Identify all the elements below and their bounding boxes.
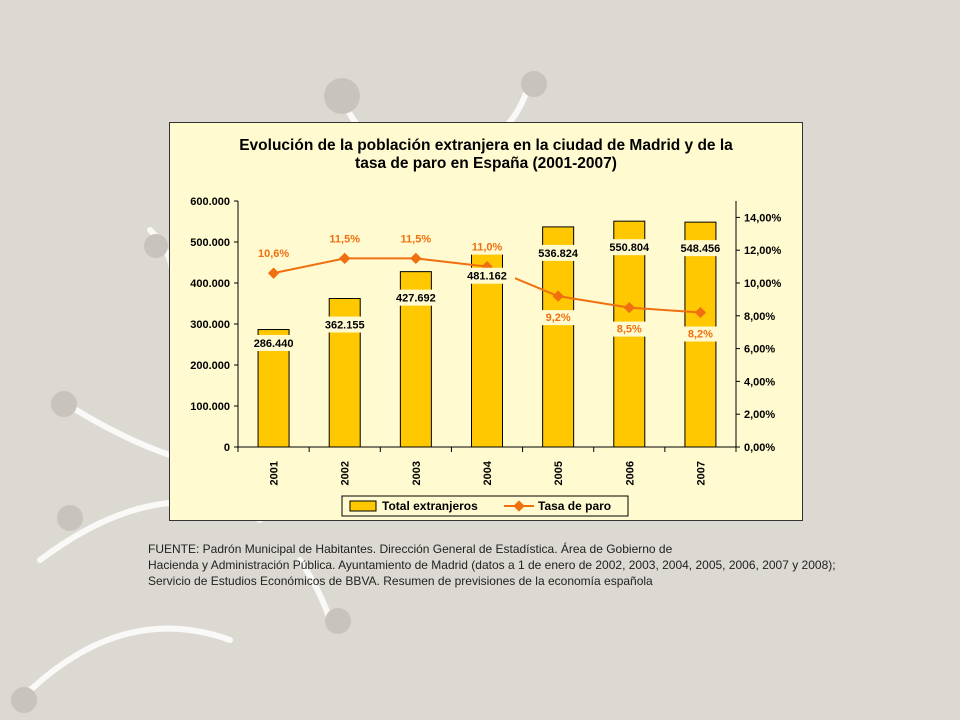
chart-panel [169, 122, 803, 521]
right-tick-label: 6,00% [744, 343, 776, 356]
bar-value-label: 536.824 [538, 247, 579, 260]
left-tick-label: 100.000 [190, 401, 230, 413]
bar-value-label: 548.456 [680, 243, 721, 256]
x-tick-label: 2003 [410, 461, 423, 486]
left-tick-label: 0 [223, 442, 230, 454]
bar-value-label: 481.162 [467, 270, 507, 283]
source-line-3: Servicio de Estudios Económicos de BBVA. Resumen de previsiones de la economía española [148, 574, 653, 588]
source-line-2: Hacienda y Administración Pública. Ayuntamiento de Madrid (datos a 1 de enero de 2002, 2003, 2004, 2005, 2006, 2007 y 2008); [148, 558, 836, 572]
rate-label: 11,5% [329, 233, 361, 246]
rate-label: 9,2% [545, 312, 571, 325]
source-note [148, 541, 948, 589]
right-tick-label: 0,00% [744, 442, 776, 454]
left-tick-label: 400.000 [190, 278, 230, 290]
rate-label: 11,0% [471, 241, 503, 254]
source-line-1: FUENTE: Padrón Municipal de Habitantes. Dirección General de Estadística. Área de Gobierno de [148, 542, 673, 556]
rate-label: 11,5% [400, 233, 432, 246]
chart-title-line-1: Evolución de la población extranjera en la ciudad de Madrid y de la [239, 137, 733, 154]
right-tick-label: 12,00% [744, 245, 782, 258]
left-tick-label: 200.000 [190, 360, 230, 372]
left-tick-label: 500.000 [190, 237, 230, 249]
point-tasa-de-paro [410, 253, 421, 264]
point-tasa-de-paro [268, 268, 279, 279]
x-tick-label: 2006 [624, 461, 637, 486]
bar-value-label: 286.440 [253, 338, 294, 350]
legend-label-line: Tasa de paro [538, 499, 612, 513]
x-tick-label: 2001 [268, 461, 281, 486]
point-tasa-de-paro [339, 253, 350, 264]
rate-label: 8,5% [616, 323, 642, 336]
left-tick-label: 300.000 [190, 319, 230, 331]
x-tick-label: 2007 [695, 461, 708, 486]
x-tick-label: 2004 [482, 461, 494, 486]
right-tick-label: 2,00% [744, 409, 776, 422]
legend-label-bars: Total extranjeros [382, 499, 478, 513]
chart-title-line-2: tasa de paro en España (2001-2007) [355, 155, 617, 172]
right-tick-label: 8,00% [744, 310, 776, 323]
right-tick-label: 14,00% [744, 212, 782, 225]
legend-swatch-bars [350, 501, 376, 511]
bar-value-label: 362.155 [324, 319, 365, 332]
bar-value-label: 550.804 [609, 242, 650, 255]
rate-label: 10,6% [257, 248, 290, 261]
left-tick-label: 600.000 [190, 196, 230, 208]
rate-label: 8,2% [687, 328, 713, 341]
x-tick-label: 2005 [553, 461, 566, 486]
x-tick-label: 2002 [339, 461, 352, 486]
right-tick-label: 4,00% [744, 376, 776, 389]
bar-value-label: 427.692 [395, 292, 436, 305]
combo-chart [170, 123, 802, 520]
right-tick-label: 10,00% [744, 278, 782, 290]
